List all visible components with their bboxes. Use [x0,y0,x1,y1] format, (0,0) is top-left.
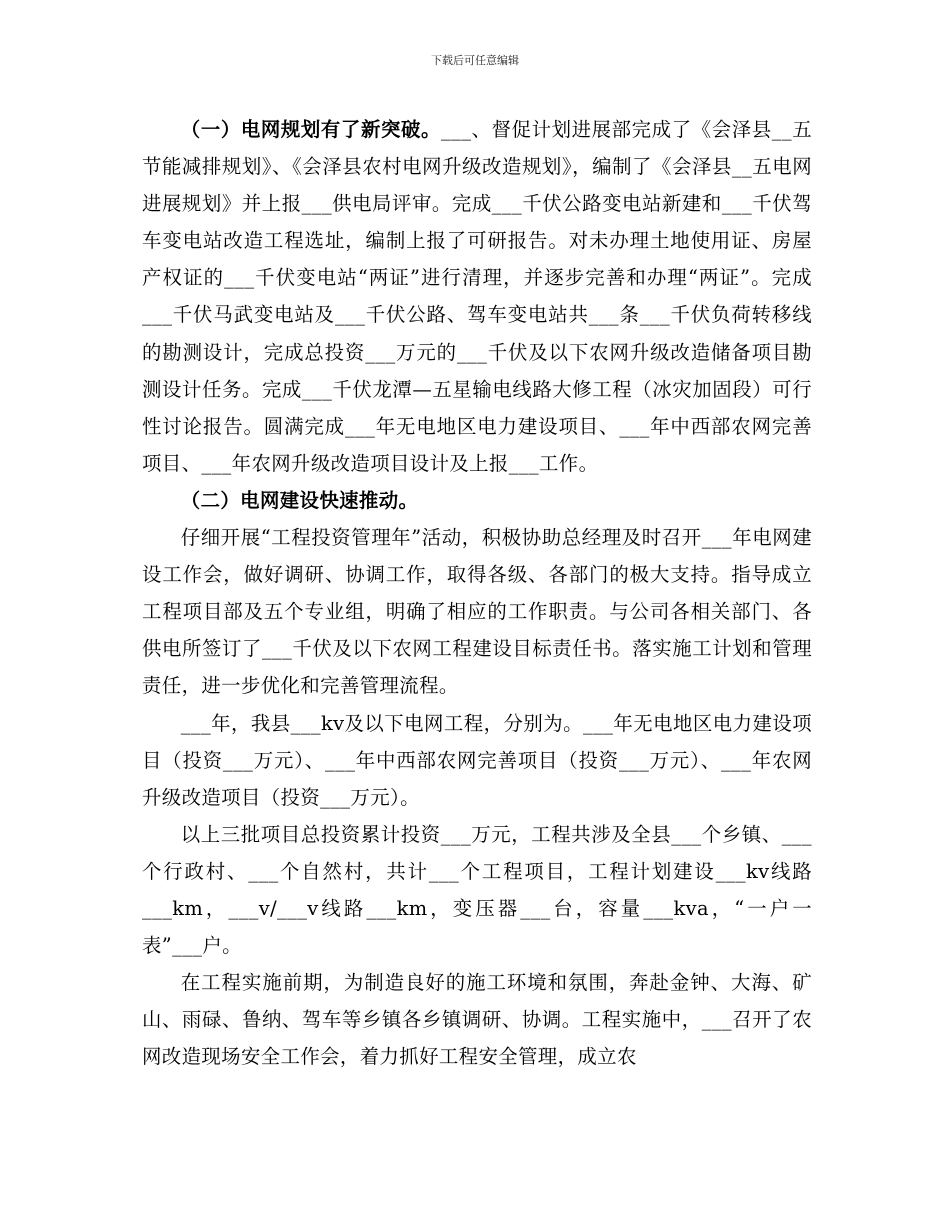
paragraph-2: 仔细开展“工程投资管理年”活动，积极协助总经理及时召开___年电网建设工作会，做好调研、协调工作，取得各级、各部门的极大支持。指导成立工程项目部及五个专业组，明确了相应的工作职责。与公司各相关部门、各供电所签订了___千伏及以下农网工程建设目标责任书。落实施工计划和管理责任，进一步优化和完善管理流程。 [142,526,812,698]
section-heading-1: （一）电网规划有了新突破。 [180,118,442,141]
section-heading-2: （二）电网建设快速推动。 [180,488,419,512]
page-header: 下载后可任意编辑 [431,54,519,67]
paragraph-4: 以上三批项目总投资累计投资___万元，工程共涉及全县___个乡镇、___个行政村、___个自然村，共计___个工程项目，工程计划建设___kv线路___km，___v/___v线路___km，变压器___台，容量___kva，“一户一表”___户。 [142,822,812,958]
paragraph-1-text: ___、督促计划进展部完成了《会泽县__五节能减排规划》、《会泽县农村电网升级改造规划》，编制了《会泽县__五电网进展规划》并上报___供电局评审。完成___千伏公路变电站新建和___千伏驾车变电站改造工程选址，编制上报了可研报告。对未办理土地使用证、房屋产权证的___千伏变电站“两证”进行清理，并逐步完善和办理“两证”。完成___千伏马武变电站及___千伏公路、驾车变电站共___条___千伏负荷转移线的勘测设计，完成总投资___万元的___千伏及以下农网升级改造储备项目勘测设计任务。完成___千伏龙潭—五星输电线路大修工程（冰灾加固段）可行性讨论报告。圆满完成___年无电地区电力建设项目、___年中西部农网完善项目、___年农网升级改造项目设计及上报___工作。 [142,118,812,475]
paragraph-5: 在工程实施前期，为制造良好的施工环境和氛围，奔赴金钟、大海、矿山、雨碌、鲁纳、驾车等乡镇各乡镇调研、协调。工程实施中，___召开了农网改造现场安全工作会，着力抓好工程安全管理，成立农 [142,971,812,1069]
paragraph-1 [142,111,812,482]
document-body [142,111,812,1075]
paragraph-3: ___年，我县___kv及以下电网工程，分别为。___年无电地区电力建设项目（投资___万元）、___年中西部农网完善项目（投资___万元）、___年农网升级改造项目（投资___万元）。 [142,711,812,809]
